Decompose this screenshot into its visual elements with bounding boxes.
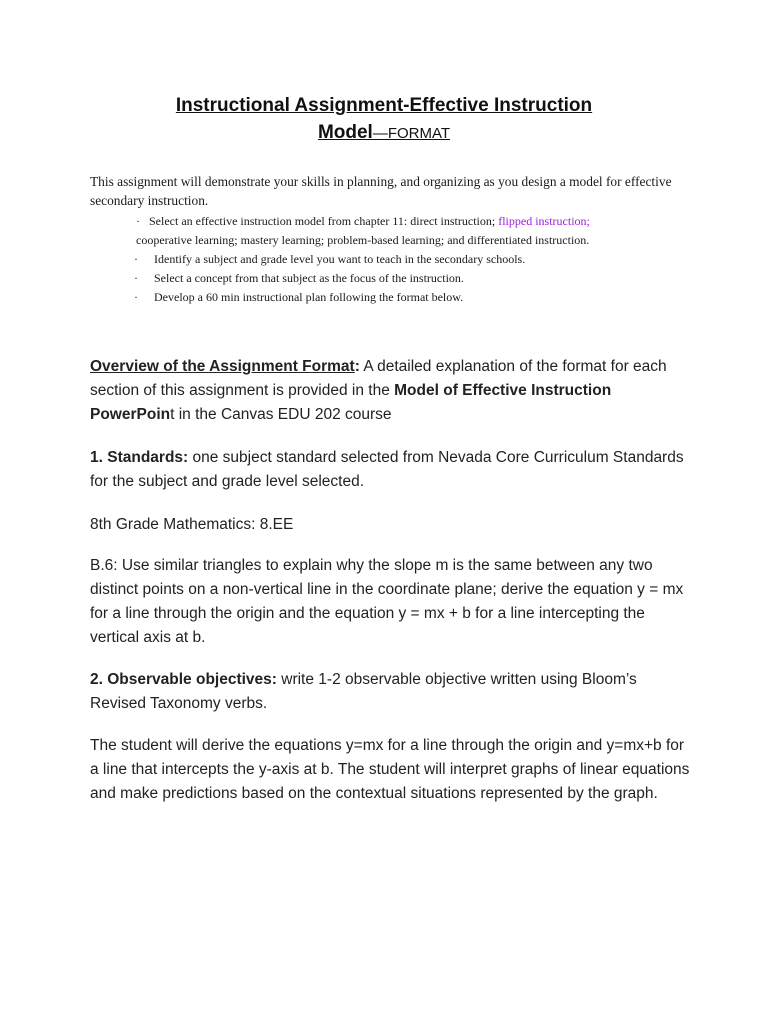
bullet-item-4	[90, 288, 690, 307]
title-format: —FORMAT	[372, 125, 451, 142]
objectives-heading: 2. Observable objectives:	[90, 671, 277, 688]
objective-answer: The student will derive the equations y=mx for a line through the origin and y=mx+b for a line that intercepts the y-axis at b. The student will interpret graphs of linear equations and make predictions based on the contextual situations represented by the graph.	[90, 737, 690, 802]
title-line-2	[0, 119, 768, 147]
bullet-dot: ·	[134, 252, 138, 266]
overview-heading: Overview of the Assignment Format	[90, 358, 355, 375]
bullet-4-text: Develop a 60 min instructional plan following the format below.	[154, 290, 464, 304]
bullet-1-text: Select an effective instruction model from chapter 11: direct instruction;	[149, 214, 499, 228]
overview-bold-ref: Model of Effective Instruction PowerPoin	[90, 382, 612, 423]
intro-paragraph: This assignment will demonstrate your skills in planning, and organizing as you design a model for effective secondary instruction.	[90, 174, 672, 208]
standards-text: one subject standard selected from Nevada Core Curriculum Standards for the subject and grade level selected.	[90, 449, 684, 490]
standard-b6-text: B.6: Use similar triangles to explain why the slope m is the same between any two distinct points on a non-vertical line in the coordinate plane; derive the equation y = mx for a line through the origin and the equation y = mx + b for a line intercepting the vertical axis at b.	[90, 557, 684, 646]
bullet-item-2	[90, 250, 690, 269]
bullet-item-1	[90, 212, 690, 231]
standards-heading: 1. Standards:	[90, 449, 189, 466]
bullet-2-text: Identify a subject and grade level you want to teach in the secondary schools.	[154, 252, 526, 266]
document-title	[0, 92, 768, 147]
overview-text-1: A detailed explanation of the format for each section of this assignment is provided in the	[90, 358, 667, 399]
bullet-dot: ·	[134, 271, 138, 285]
title-model: Model	[317, 122, 373, 143]
bullet-dot: ·	[134, 290, 138, 304]
overview-text-2: t in the Canvas EDU 202 course	[170, 406, 392, 423]
objectives-section	[90, 668, 690, 716]
title-line-1: Instructional Assignment-Effective Instruction	[175, 95, 593, 116]
objectives-text: write 1-2 observable objective written using Bloom’s Revised Taxonomy verbs.	[90, 671, 637, 712]
overview-section	[90, 355, 690, 427]
standards-section	[90, 446, 690, 494]
instruction-bullets	[90, 212, 690, 307]
bullet-item-1-continued: cooperative learning; mastery learning; problem-based learning; and differentiated instruction.	[136, 233, 590, 247]
bullet-dot: ·	[136, 214, 140, 228]
bullet-1-highlight: flipped instruction;	[498, 214, 590, 228]
bullet-3-text: Select a concept from that subject as the focus of the instruction.	[154, 271, 464, 285]
grade-standard: 8th Grade Mathematics: 8.EE	[90, 516, 294, 533]
overview-colon: :	[354, 358, 360, 375]
bullet-item-3	[90, 269, 690, 288]
